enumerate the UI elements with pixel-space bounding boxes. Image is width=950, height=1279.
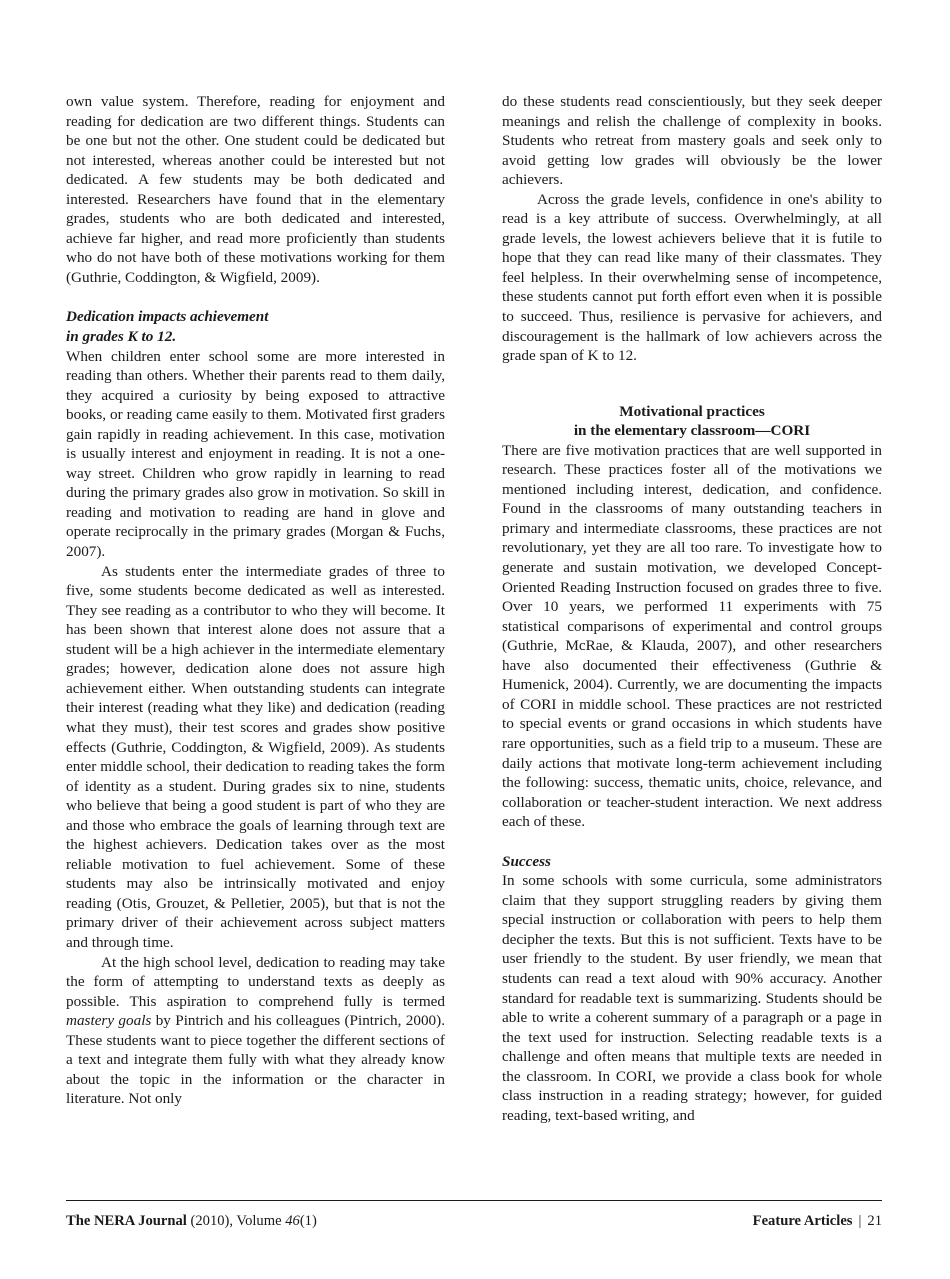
page-footer-right xyxy=(753,1212,882,1230)
footer-separator: | xyxy=(858,1213,862,1229)
section-heading xyxy=(66,307,445,346)
right-column xyxy=(502,92,882,1125)
journal-title: The NERA Journal xyxy=(66,1213,187,1229)
heading-line: Motivational practices xyxy=(619,402,765,420)
text-run: At the high school level, dedication to reading may take the form of attempting to understand texts as deeply as possible. This aspiration to comprehend fully is termed xyxy=(66,953,445,1010)
heading-line: in grades K to 12. xyxy=(66,328,177,346)
left-column xyxy=(66,92,445,1109)
journal-citation xyxy=(66,1212,317,1230)
footer-rule xyxy=(66,1200,882,1201)
heading-line: in the elementary classroom—CORI xyxy=(573,422,811,440)
paragraph: Across the grade levels, confidence in one's ability to read is a key attribute of success. Overwhelmingly, at all grade levels, the lowest achievers believe that it is futile to hope that they can read like many of their classmates. They feel helpless. In their overwhelming sense of incompetence, these students cannot put forth effort even when it is possible to succeed. Thus, resilience is pervasive for achievers, and discouragement is the hallmark of low achievers across the grade span of K to 12. xyxy=(502,190,882,365)
journal-year: (2010), Volume xyxy=(190,1213,286,1229)
subsection-heading: Success xyxy=(502,852,551,870)
paragraph xyxy=(66,953,445,1109)
page-number: 21 xyxy=(867,1213,882,1229)
emphasized-term: mastery goals xyxy=(66,1012,152,1030)
paragraph: As students enter the intermediate grades of three to five, some students become dedicated as well as interested. They see reading as a contributor to who they will become. It has been shown that interest alone does not assure that a student will be a high achiever in the intermediate elementary grades; however, dedication alone does not assure high achievement either. When outstanding students can integrate their interest (reading what they like) and dedication (reading what they must), their test scores and grades show positive effects (Guthrie, Coddington, & Wigfield, 2009). As students enter middle school, their dedication to reading takes the form of identity as a student. During grades six to nine, students who believe that being a good student is part of who they are and those who embrace the goals of learning through text are the highest achievers. Dedication takes over as the most reliable motivation to fuel achievement. Some of these students may also be intrinsically motivated and enjoy reading (Otis, Grouzet, & Pelletier, 2005), but that is not the primary driver of their achievement across subject matters and through time. xyxy=(66,562,445,951)
paragraph: own value system. Therefore, reading for enjoyment and reading for dedication are two different things. Students can be one but not the other. One student could be dedicated but not interested, whereas another could be interested but not dedicated. A few students may be both dedicated and interested. Researchers have found that in the elementary grades, students who are both dedicated and interested, achieve far higher, and read more proficiently than students who do not have both of these motivations working for them (Guthrie, Coddington, & Wigfield, 2009). xyxy=(66,93,445,286)
journal-issue: (1) xyxy=(299,1213,317,1229)
paragraph: In some schools with some curricula, some administrators claim that they support struggling readers by giving them special instruction or collaboration with peers to help them decipher the texts. But this is not sufficient. Texts have to be user friendly to the student. By user friendly, we mean that students can read a text aloud with 90% accuracy. Another standard for readable text is summarizing. Students should be able to write a coherent summary of a paragraph or a page in the text used for instruction. Selecting readable texts is a challenge and often means that multiple texts are needed in the classroom. In CORI, we provide a class book for whole class instruction in a reading strategy; however, for guided reading, text-based writing, and xyxy=(502,872,882,1124)
section-heading xyxy=(502,402,882,441)
text-run: by Pintrich and his colleagues (Pintrich, 2000). These students want to piece together the different sections of a text and integrate them fully with what they already know about the topic in the information or the character in literature. Not only xyxy=(66,1012,446,1108)
section-name: Feature Articles xyxy=(752,1213,853,1229)
paragraph: There are five motivation practices that are well supported in research. These practices foster all of the motivations we mentioned including interest, dedication, and confidence. Found in the classrooms of many outstanding teachers in primary and intermediate classrooms, these practices are not revolutionary, yet they are all too rare. To investigate how to generate and sustain motivation, we developed Concept-Oriented Reading Instruction focused on grades three to five. Over 10 years, we performed 11 experiments with 75 statistical comparisons of experimental and control groups (Guthrie, McRae, & Klauda, 2007), and other researchers have also documented their effectiveness (Guthrie & Humenick, 2004). Currently, we are documenting the impacts of CORI in middle school. These practices are not restricted to special events or grand occasions in which students have rare opportunities, such as a field trip to a museum. These are daily actions that motivate long-term achievement including the following: success, thematic units, choice, relevance, and collaboration or teacher-student interaction. We next address each of these. xyxy=(502,441,882,831)
paragraph: do these students read conscientiously, but they seek deeper meanings and relish the challenge of complexity in books. Students who retreat from mastery goals and seek only to avoid getting low grades will obviously be the lower achievers. xyxy=(502,93,882,189)
heading-line: Dedication impacts achievement xyxy=(66,308,269,326)
journal-volume: 46 xyxy=(285,1213,300,1229)
paragraph: When children enter school some are more interested in reading than others. Whether their parents read to them daily, they acquired a curiosity by being exposed to attractive books, or reading came easily to them. Motivated first graders gain rapidly in reading achievement. In this case, motivation is usually interest and enjoyment in reading. It is not a one-way street. Children who grow rapidly in learning to read during the primary grades also grow in motivation. So skill in reading and motivation to reading are hand in glove and operate reciprocally in the primary grades (Morgan & Fuchs, 2007). xyxy=(66,347,445,561)
